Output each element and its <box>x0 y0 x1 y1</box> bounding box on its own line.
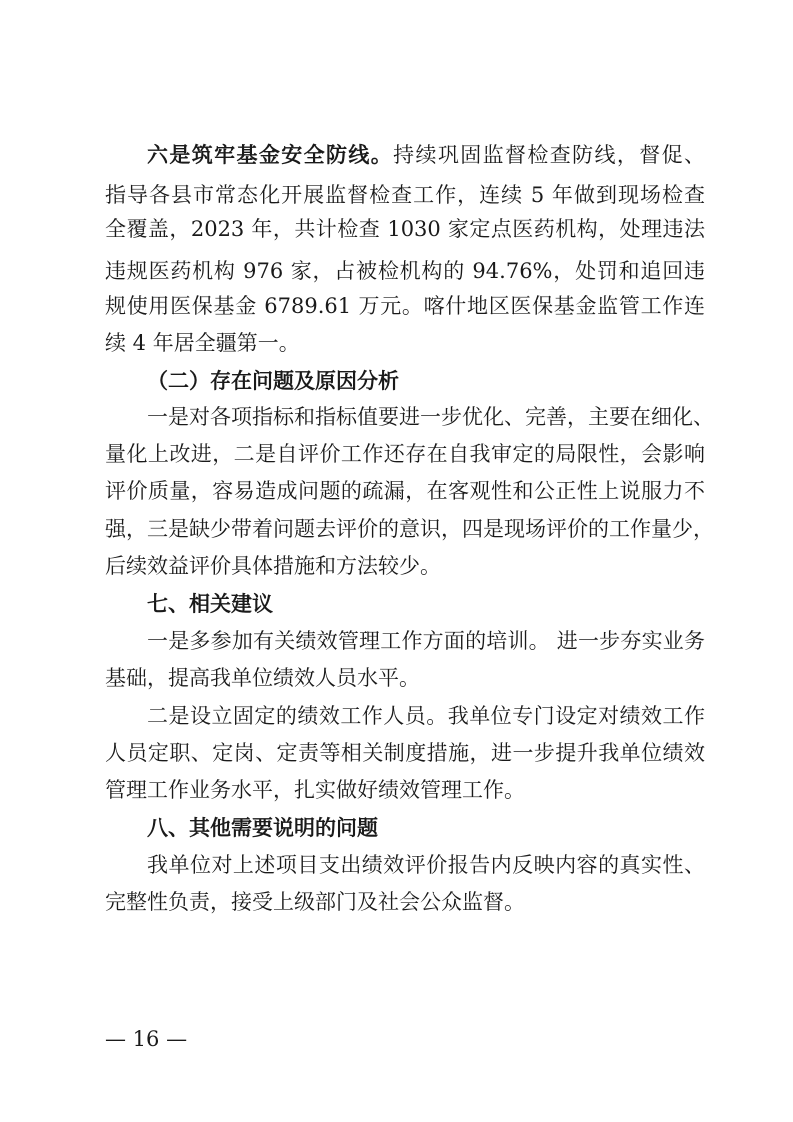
other-line-1: 我单位对上述项目支出绩效评价报告内反映内容的真实性、 <box>147 853 705 877</box>
suggestions-p2-line-1: 二是设立固定的绩效工作人员。我单位专门设定对绩效工作 <box>147 704 705 728</box>
problems-heading: （二）存在问题及原因分析 <box>147 369 399 393</box>
other-line-2: 完整性负责，接受上级部门及社会公众监督。 <box>105 890 525 914</box>
section6-line-1 <box>147 140 705 170</box>
section6-line-3: 全覆盖，2023 年，共计检查 1030 家定点医药机构，处理违法 <box>105 217 705 241</box>
suggestions-p1-line-2: 基础，提高我单位绩效人员水平。 <box>105 666 420 690</box>
section6-line-1-rest: 持续巩固监督检查防线，督促、 <box>393 143 705 167</box>
problems-line-5: 后续效益评价具体措施和方法较少。 <box>105 554 441 578</box>
problems-line-1: 一是对各项指标和指标值要进一步优化、完善，主要在细化、 <box>147 405 714 429</box>
suggestions-p2-line-2: 人员定职、定岗、定责等相关制度措施，进一步提升我单位绩效 <box>105 741 705 765</box>
problems-line-3: 评价质量，容易造成问题的疏漏，在客观性和公正性上说服力不 <box>105 479 705 503</box>
suggestions-p2-line-3: 管理工作业务水平，扎实做好绩效管理工作。 <box>105 778 525 802</box>
section6-line-5: 规使用医保基金 6789.61 万元。喀什地区医保基金监管工作连 <box>105 294 705 318</box>
section6-line-6: 续 4 年居全疆第一。 <box>105 331 300 355</box>
suggestions-heading: 七、相关建议 <box>147 592 273 616</box>
other-heading: 八、其他需要说明的问题 <box>147 816 378 840</box>
section6-line-4: 违规医药机构 976 家，占被检机构的 94.76%，处罚和追回违 <box>105 259 705 283</box>
problems-line-4: 强，三是缺少带着问题去评价的意识，四是现场评价的工作量少， <box>105 517 714 541</box>
page-number: — 16 — <box>105 1027 188 1051</box>
problems-line-2: 量化上改进，二是自评价工作还存在自我审定的局限性，会影响 <box>105 442 705 466</box>
suggestions-p1-line-1: 一是多参加有关绩效管理工作方面的培训。 进一步夯实业务 <box>147 629 705 653</box>
section6-line-2: 指导各县市常态化开展监督检查工作，连续 5 年做到现场检查 <box>105 183 705 207</box>
section6-lead: 六是筑牢基金安全防线。 <box>147 143 394 167</box>
